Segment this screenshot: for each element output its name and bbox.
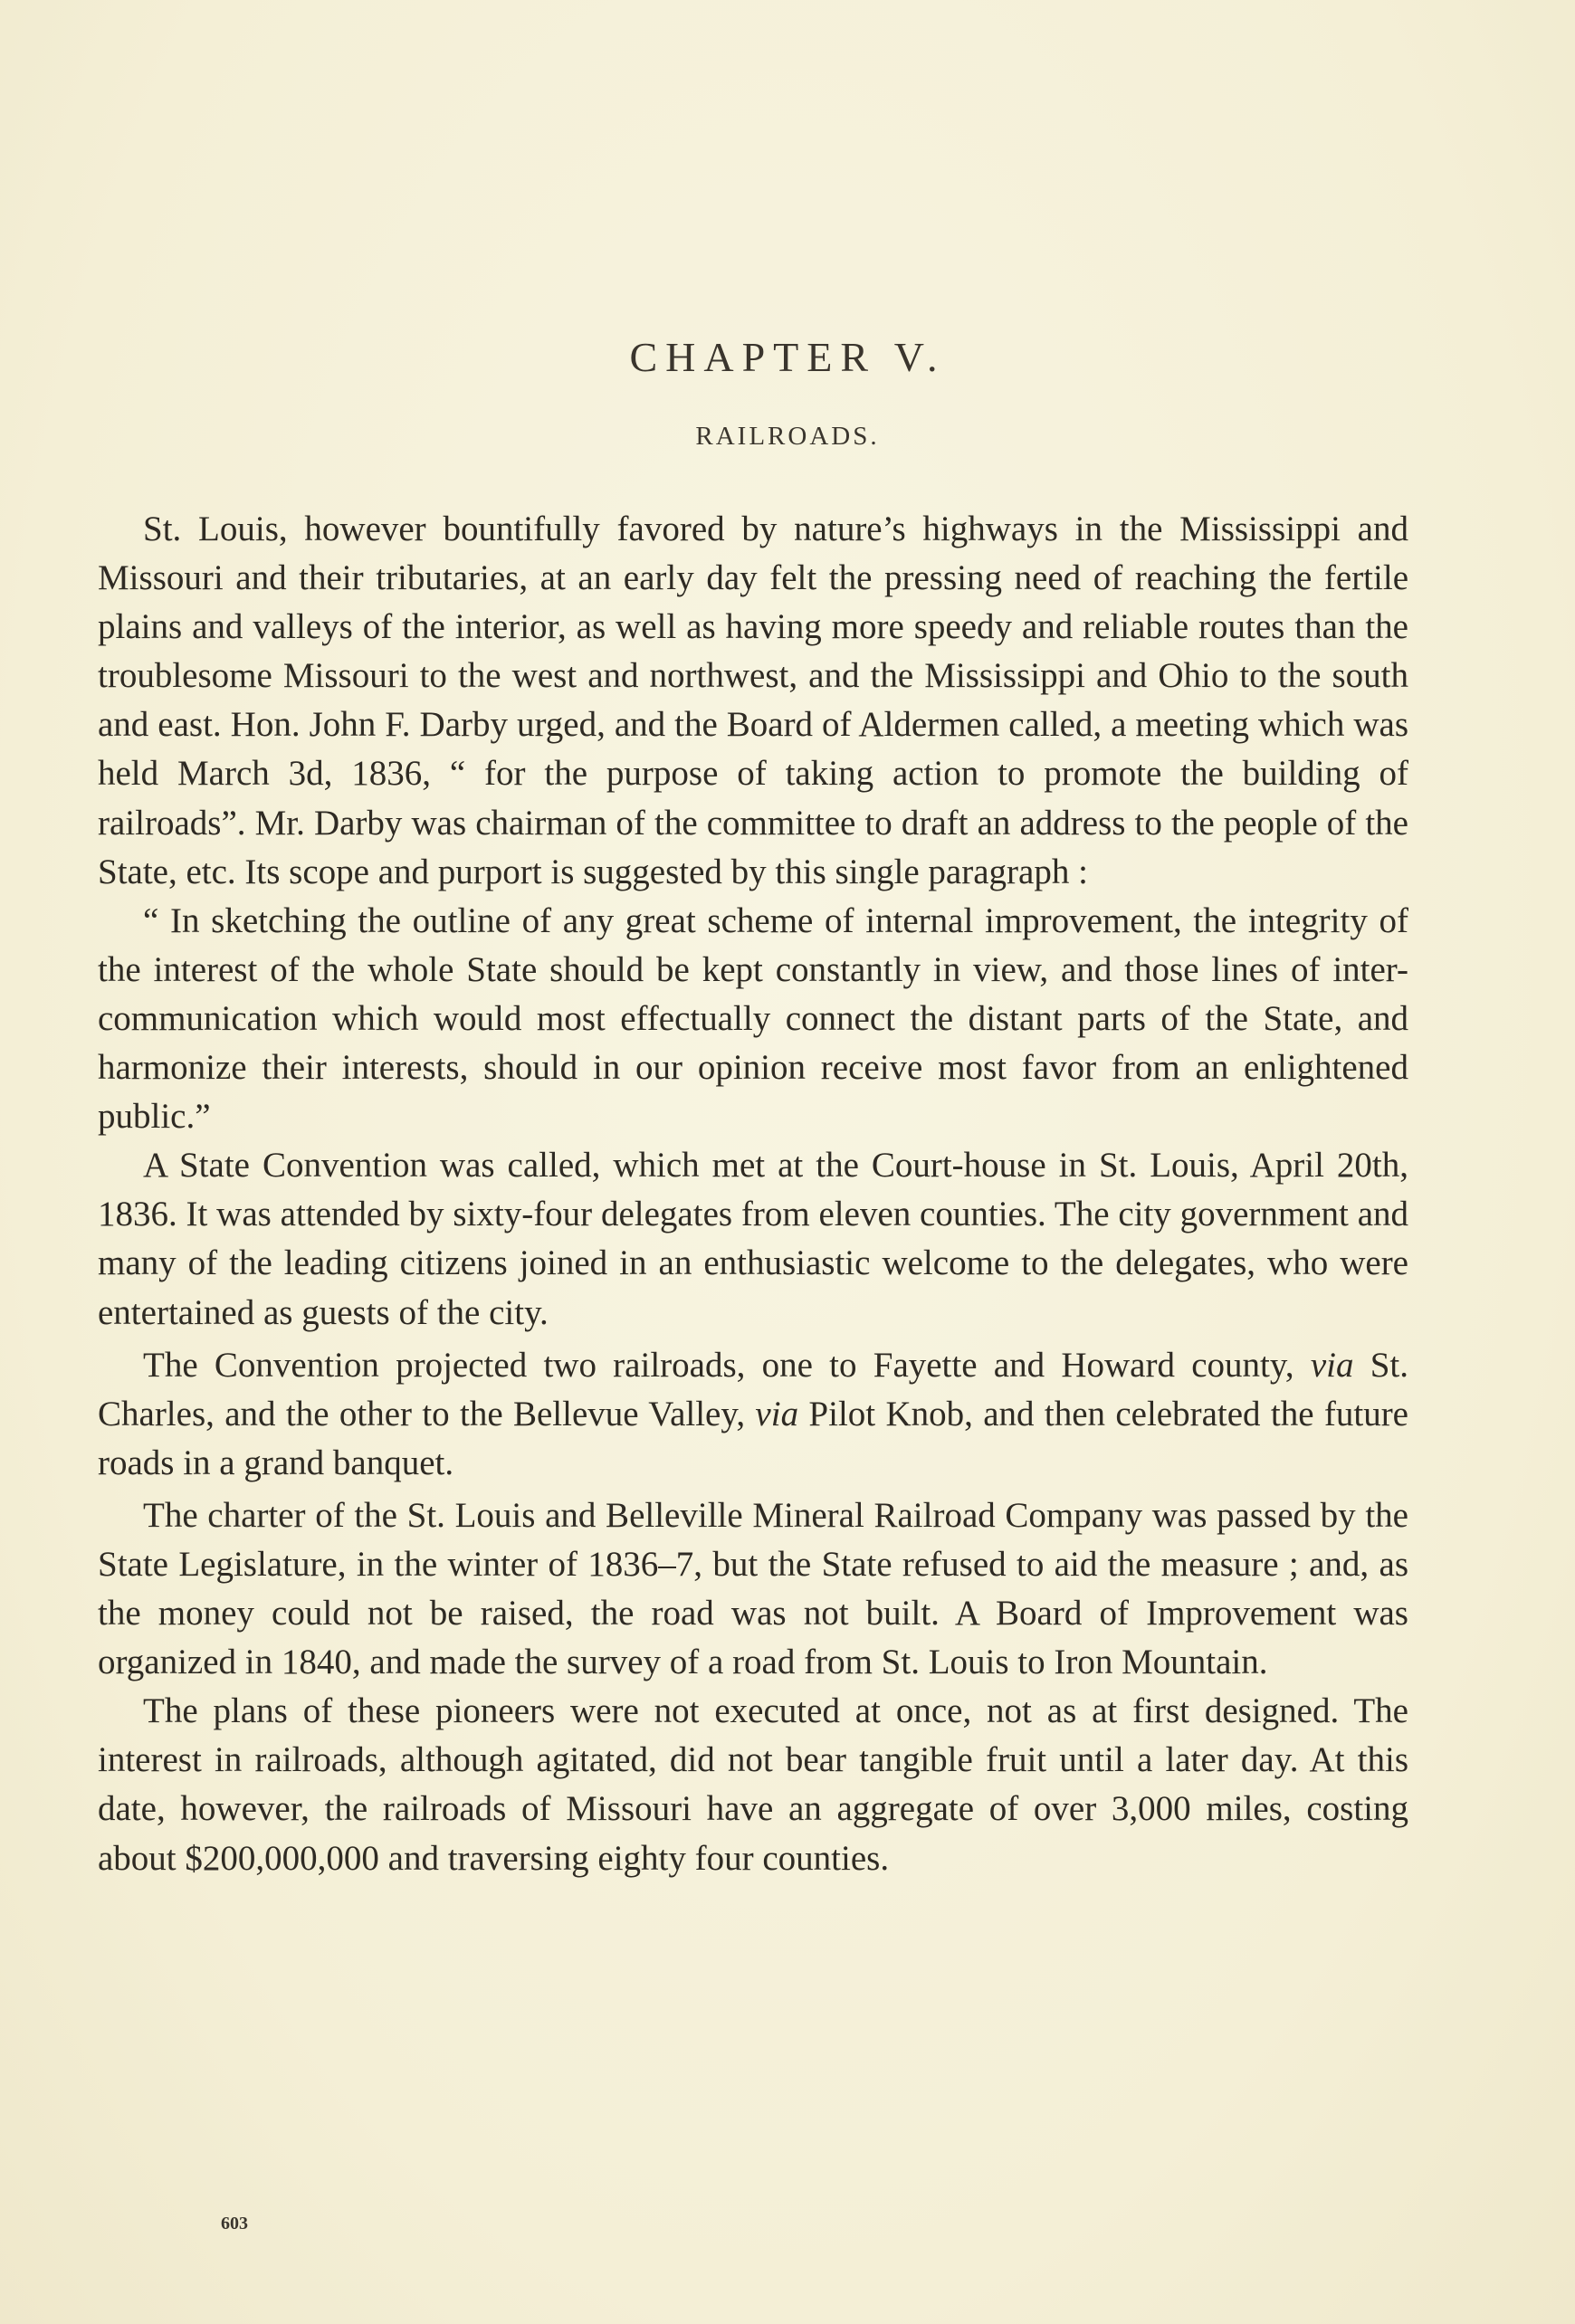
chapter-title: CHAPTER V.: [629, 334, 946, 380]
via-italic-1: via: [1310, 1345, 1354, 1385]
page-number: 603: [221, 2214, 248, 2234]
paragraph-quote: “ In sketching the outline of any great scheme of internal improvement, the integrity of the interest of the whole State should be kept constantly in view, and those lines of inter-communication which would most effectually connect the distant parts of the State, and harmonize their interests, should in our opinion receive most favor from an enlightened public.”: [98, 900, 1408, 1137]
via-italic-2: via: [755, 1394, 799, 1433]
paragraph-charter: The charter of the St. Louis and Belleville Mineral Railroad Company was passed by the State Legislature, in the winter of 1836–7, but the State refused to aid the measure ; and, as the money could not be raised, the road was not built. A Board of Improvement was organized in 1840, and made the survey of a road from St. Louis to Iron Mountain.: [98, 1495, 1408, 1682]
convention-text-1: The Convention projected two railroads, one to Fayette and Howard county,: [143, 1345, 1311, 1385]
chapter-body: [98, 505, 1408, 1883]
convention-text-2: St. Charles, and the other to the Bellevue Valley,: [98, 1345, 1408, 1433]
convention-text-3: Pilot Knob, and then celebrated the future roads in a grand banquet.: [98, 1394, 1408, 1482]
paragraph-pioneers: The plans of these pioneers were not executed at once, not as at first designed. The interest in railroads, although agitated, did not bear tangible fruit until a later day. At this date, however, the railroads of Missouri have an aggregate of over 3,000 miles, costing about $200,000,000 and traversing eighty four counties.: [98, 1691, 1408, 1878]
paragraph-intro: St. Louis, however bountifully favored by nature’s highways in the Mississippi and Missouri and their tributaries, at an early day felt the pressing need of reaching the fertile plains and valleys of the interior, as well as having more speedy and reliable routes than the troublesome Missouri to the west and northwest, and the Mississippi and Ohio to the south and east. Hon. John F. Darby urged, and the Board of Aldermen called, a meeting which was held March 3d, 1836, “ for the purpose of taking action to promote the building of railroads”. Mr. Darby was chairman of the committee to draft an address to the people of the State, etc. Its scope and purport is suggested by this single paragraph :: [98, 510, 1408, 891]
paragraph-convention-projects: [98, 1341, 1408, 1488]
paragraph-state-convention: A State Convention was called, which met at the Court-house in St. Louis, April 20th, 1836. It was attended by sixty-four delegates from eleven counties. The city government and many of the leading citizens joined in an enthusiastic welcome to the delegates, who were entertained as guests of the city.: [98, 1146, 1408, 1332]
section-title: RAILROADS.: [695, 422, 880, 451]
